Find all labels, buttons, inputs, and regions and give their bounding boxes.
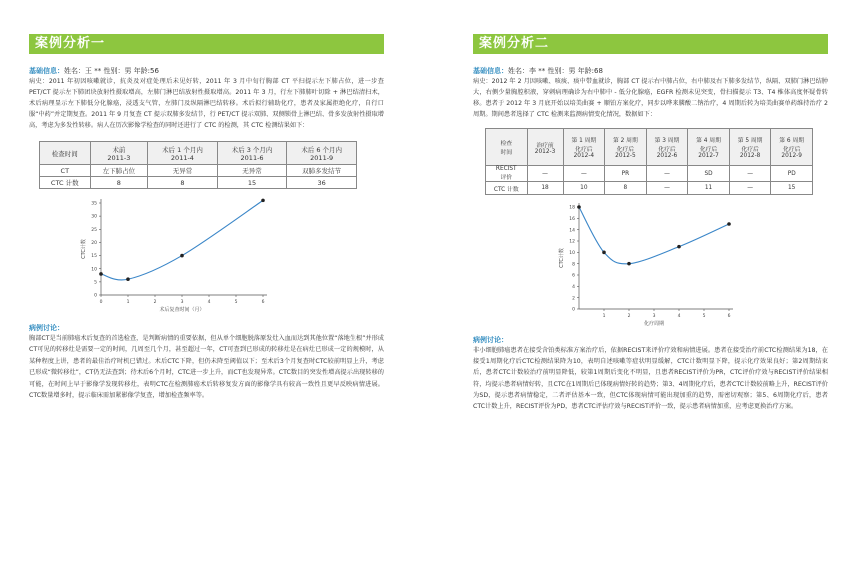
table-header-cell: 术前 2011-3	[90, 142, 148, 165]
table-cell: 36	[287, 177, 357, 189]
table-cell: 10	[563, 182, 605, 195]
table-row	[40, 165, 357, 177]
y-tick-label: 12	[569, 239, 575, 245]
data-point	[261, 199, 265, 203]
x-tick-label: 0	[99, 300, 103, 305]
table-cell: CT	[40, 165, 91, 177]
case1-title: 案例分析一	[29, 34, 384, 54]
table-header-cell: 术后 1 个月内 2011-4	[148, 142, 218, 165]
table-cell: 15	[771, 182, 813, 195]
case1-basic-label: 基础信息：	[29, 67, 64, 75]
table-header-cell: 第 3 周期 化疗后 2012-6	[646, 129, 688, 166]
y-tick-label: 0	[572, 307, 575, 313]
table-cell: —	[563, 166, 605, 182]
y-tick-label: 16	[569, 216, 575, 222]
x-tick-label: 1	[126, 300, 130, 305]
table-cell: —	[646, 166, 688, 182]
x-tick-label: 2	[153, 300, 157, 305]
data-point	[677, 245, 681, 249]
series-line	[101, 200, 263, 280]
case2-history: 病史：2012 年 2 月因咳嗽、咳痰、痰中带血就诊，胸部 CT 提示右中肺占位，右中肺及右下肺多发结节，纵隔、双肺门淋巴结肿大，右侧少量胸腔积液，穿刺病理确诊为右中肺中 - 低分化腺癌，EGFR 检测未见突变，骨扫描提示 T3、T4 椎体高度怀疑骨转移。患者于 2012 年 3 月底开始以培美曲赛 + 顺铂方案化疗，同步以哗来膦酸二钠治疗，4 周期后转为培美曲赛单药维持治疗 2 周期。期间患者选择了 CTC 检测来监测病情变化情况，数据如下：	[473, 78, 828, 118]
case2-title: 案例分析二	[473, 34, 828, 54]
y-tick-label: 20	[91, 241, 97, 247]
table-header-cell: 术后 3 个月内 2011-6	[217, 142, 287, 165]
table-header-cell: 第 4 周期 化疗后 2012-7	[688, 129, 730, 166]
table-header-cell: 术后 6 个月内 2011-9	[287, 142, 357, 165]
data-point	[99, 272, 103, 276]
case1-ctc-table	[39, 141, 357, 189]
table-cell: SD	[688, 166, 730, 182]
y-tick-label: 8	[572, 262, 575, 268]
case1-ctc-chart	[83, 195, 283, 317]
case1-discussion-title: 病例讨论：	[29, 324, 64, 332]
y-tick-label: 4	[572, 284, 575, 290]
data-point	[126, 277, 130, 281]
y-tick-label: 6	[572, 273, 575, 279]
case1-basic-text: 姓名：王 ** 性别：男 年龄:56	[64, 67, 159, 75]
table-cell: 双肺多发结节	[287, 165, 357, 177]
table-cell: —	[729, 182, 771, 195]
table-header-row	[40, 142, 357, 165]
table-cell: 无异常	[217, 165, 287, 177]
y-tick-label: 5	[94, 280, 97, 286]
y-tick-label: 14	[569, 228, 575, 234]
table-cell: 8	[148, 177, 218, 189]
data-point	[627, 262, 631, 266]
case2-discussion-title: 病例讨论：	[473, 336, 508, 344]
table-cell: 8	[90, 177, 148, 189]
table-row	[486, 166, 813, 182]
table-header-cell: 第 1 周期 化疗后 2012-4	[563, 129, 605, 166]
case1-discussion: 胸部CT是当前肺癌术后复查的首选检查，是判断病情的重要依据，但从单个细胞脱落原发灶入血而达到其他位置“落地生根”并形成CT可见的转移灶是需要一定的时间，几周至几个月，甚至超过一年，CT可查到已形成的转移灶是在病灶已形成一定的规模时，从某种程度上讲，患者的最佳治疗时机已错过。术后CTC下降，但仍未降至阈值以下；至术后3个月复查时CTC较前明显上升，考虑已形成“微转移灶”，CT仍无法查到；待术后6个月时，CTC进一步上升，而CT也发现异常。CTC数目的突发性增高提示出现转移的可能，在时间上早于影像学发现转移灶，表明CTC在检测肺癌术后转移复发方面的影像学具有较高一致性且更早反映病情进展。CTC数量增多时，提示临床需加紧影像学复查，增加检查频率等。	[29, 335, 384, 400]
x-tick-label: 1	[602, 314, 606, 319]
y-axis-label: CTC计数	[559, 248, 565, 268]
table-header-cell: 第 6 周期 化疗后 2012-9	[771, 129, 813, 166]
y-tick-label: 15	[91, 254, 97, 260]
table-cell: —	[527, 166, 563, 182]
table-cell: CTC 计数	[40, 177, 91, 189]
table-cell: PR	[605, 166, 647, 182]
table-cell: RECIST 评价	[486, 166, 528, 182]
table-row	[40, 177, 357, 189]
data-point	[577, 205, 581, 209]
case2-ctc-chart	[553, 201, 753, 331]
y-tick-label: 30	[91, 214, 97, 220]
case2-ctc-table	[485, 128, 813, 195]
table-cell: 11	[688, 182, 730, 195]
table-header-cell: 检查 时间	[486, 129, 528, 166]
x-tick-label: 3	[180, 300, 184, 305]
y-tick-label: 35	[91, 201, 97, 207]
data-point	[180, 254, 184, 258]
x-tick-label: 5	[702, 314, 706, 319]
table-cell: 18	[527, 182, 563, 195]
table-row	[486, 182, 813, 195]
case2-basic-text: 姓名：李 ** 性别：男 年龄:68	[508, 67, 603, 75]
case2-basic-info	[473, 66, 828, 76]
case2-discussion: 非小细胞肺癌患者在接受含铂类标准方案治疗后，依据RECIST来评价疗效和病情进展。患者在接受治疗前CTC检测结果为18，在接受1周期化疗后CTC检测结果降为10，表明自述咳嗽等症状明显缓解，CTC计数明显下降，提示化疗效果良好；第2周期结束后，患者CTC计数较治疗前明显降低，较第1周期后变化不明显，且患者RECIST评价为PR，CTC评价疗效与RECIST评价结果相符，均提示患者病情好转，且CTC在1周期后已体现病情好转的趋势；第3、4周期化疗后，患者CTC计数较前略上升，RECIST评价为SD，提示患者病情稳定，二者评估基本一致，但CTC体现病情可能出现加重的趋势，需密切观察；第5、6周期化疗后，患者CTC计数上升，RECIST评价为PD，患者CTC评估疗效与RECIST评价一致，提示患者病情加重，应考虑更换治疗方案。	[473, 347, 828, 411]
y-tick-label: 25	[91, 227, 97, 233]
case1-basic-info	[29, 66, 384, 76]
x-tick-label: 3	[652, 314, 656, 319]
x-tick-label: 2	[627, 314, 631, 319]
y-tick-label: 10	[569, 250, 575, 256]
y-tick-label: 0	[94, 293, 97, 299]
table-cell: PD	[771, 166, 813, 182]
case1-history: 病史：2011 年初因咳嗽就诊，抗炎及对症处理后未见好转，2011 年 3 月中旬行胸部 CT 平扫提示左下肺占位，进一步查 PET/CT 提示左下肺团块放射性摄取增高，左肺门淋巴结放射性摄取增高。2011 年 3 月，行左下肺肺叶切除 + 淋巴结清扫术，术后病理显示左下肺低分化腺癌，浸透支气管，左肺门及纵隔淋巴结转移。术后拟行辅助化疗，患者及家属拒绝化疗，自行口服“中药”并定期复查。2011 年 9 月复查 CT 提示双肺多发结节，行 PET/CT 提示双肺、双侧锁骨上淋巴结、骨多发放射性摄取增高，考虑为多发性转移。病人在历次影像学检查的同时还进行了 CTC 的检测，其 CTC 检测结果如下：	[29, 78, 384, 129]
table-cell: CTC 计数	[486, 182, 528, 195]
table-header-cell: 第 5 周期 化疗后 2012-8	[729, 129, 771, 166]
case2-basic-label: 基础信息：	[473, 67, 508, 75]
y-axis-label: CTC计数	[81, 239, 87, 259]
case2-column	[473, 34, 828, 412]
x-axis-label: 化疗周期	[643, 321, 665, 327]
table-cell: 左下肺占位	[90, 165, 148, 177]
x-tick-label: 5	[234, 300, 238, 305]
data-point	[727, 222, 731, 226]
table-cell: —	[729, 166, 771, 182]
table-cell: 15	[217, 177, 287, 189]
x-tick-label: 4	[207, 300, 211, 305]
case1-column	[29, 34, 384, 401]
table-header-row	[486, 129, 813, 166]
x-tick-label: 6	[261, 300, 265, 305]
x-axis-label: 术后复查时间（月）	[159, 307, 205, 313]
x-tick-label: 6	[727, 314, 731, 319]
table-cell: —	[646, 182, 688, 195]
table-header-cell: 第 2 周期 化疗后 2012-5	[605, 129, 647, 166]
series-line	[579, 207, 729, 264]
y-tick-label: 2	[572, 296, 575, 302]
table-header-cell: 治疗前 2012-3	[527, 129, 563, 166]
table-cell: 8	[605, 182, 647, 195]
x-tick-label: 4	[677, 314, 681, 319]
y-tick-label: 18	[569, 205, 575, 211]
data-point	[602, 251, 606, 255]
table-cell: 无异常	[148, 165, 218, 177]
y-tick-label: 10	[91, 267, 97, 273]
table-header-cell: 检查时间	[40, 142, 91, 165]
